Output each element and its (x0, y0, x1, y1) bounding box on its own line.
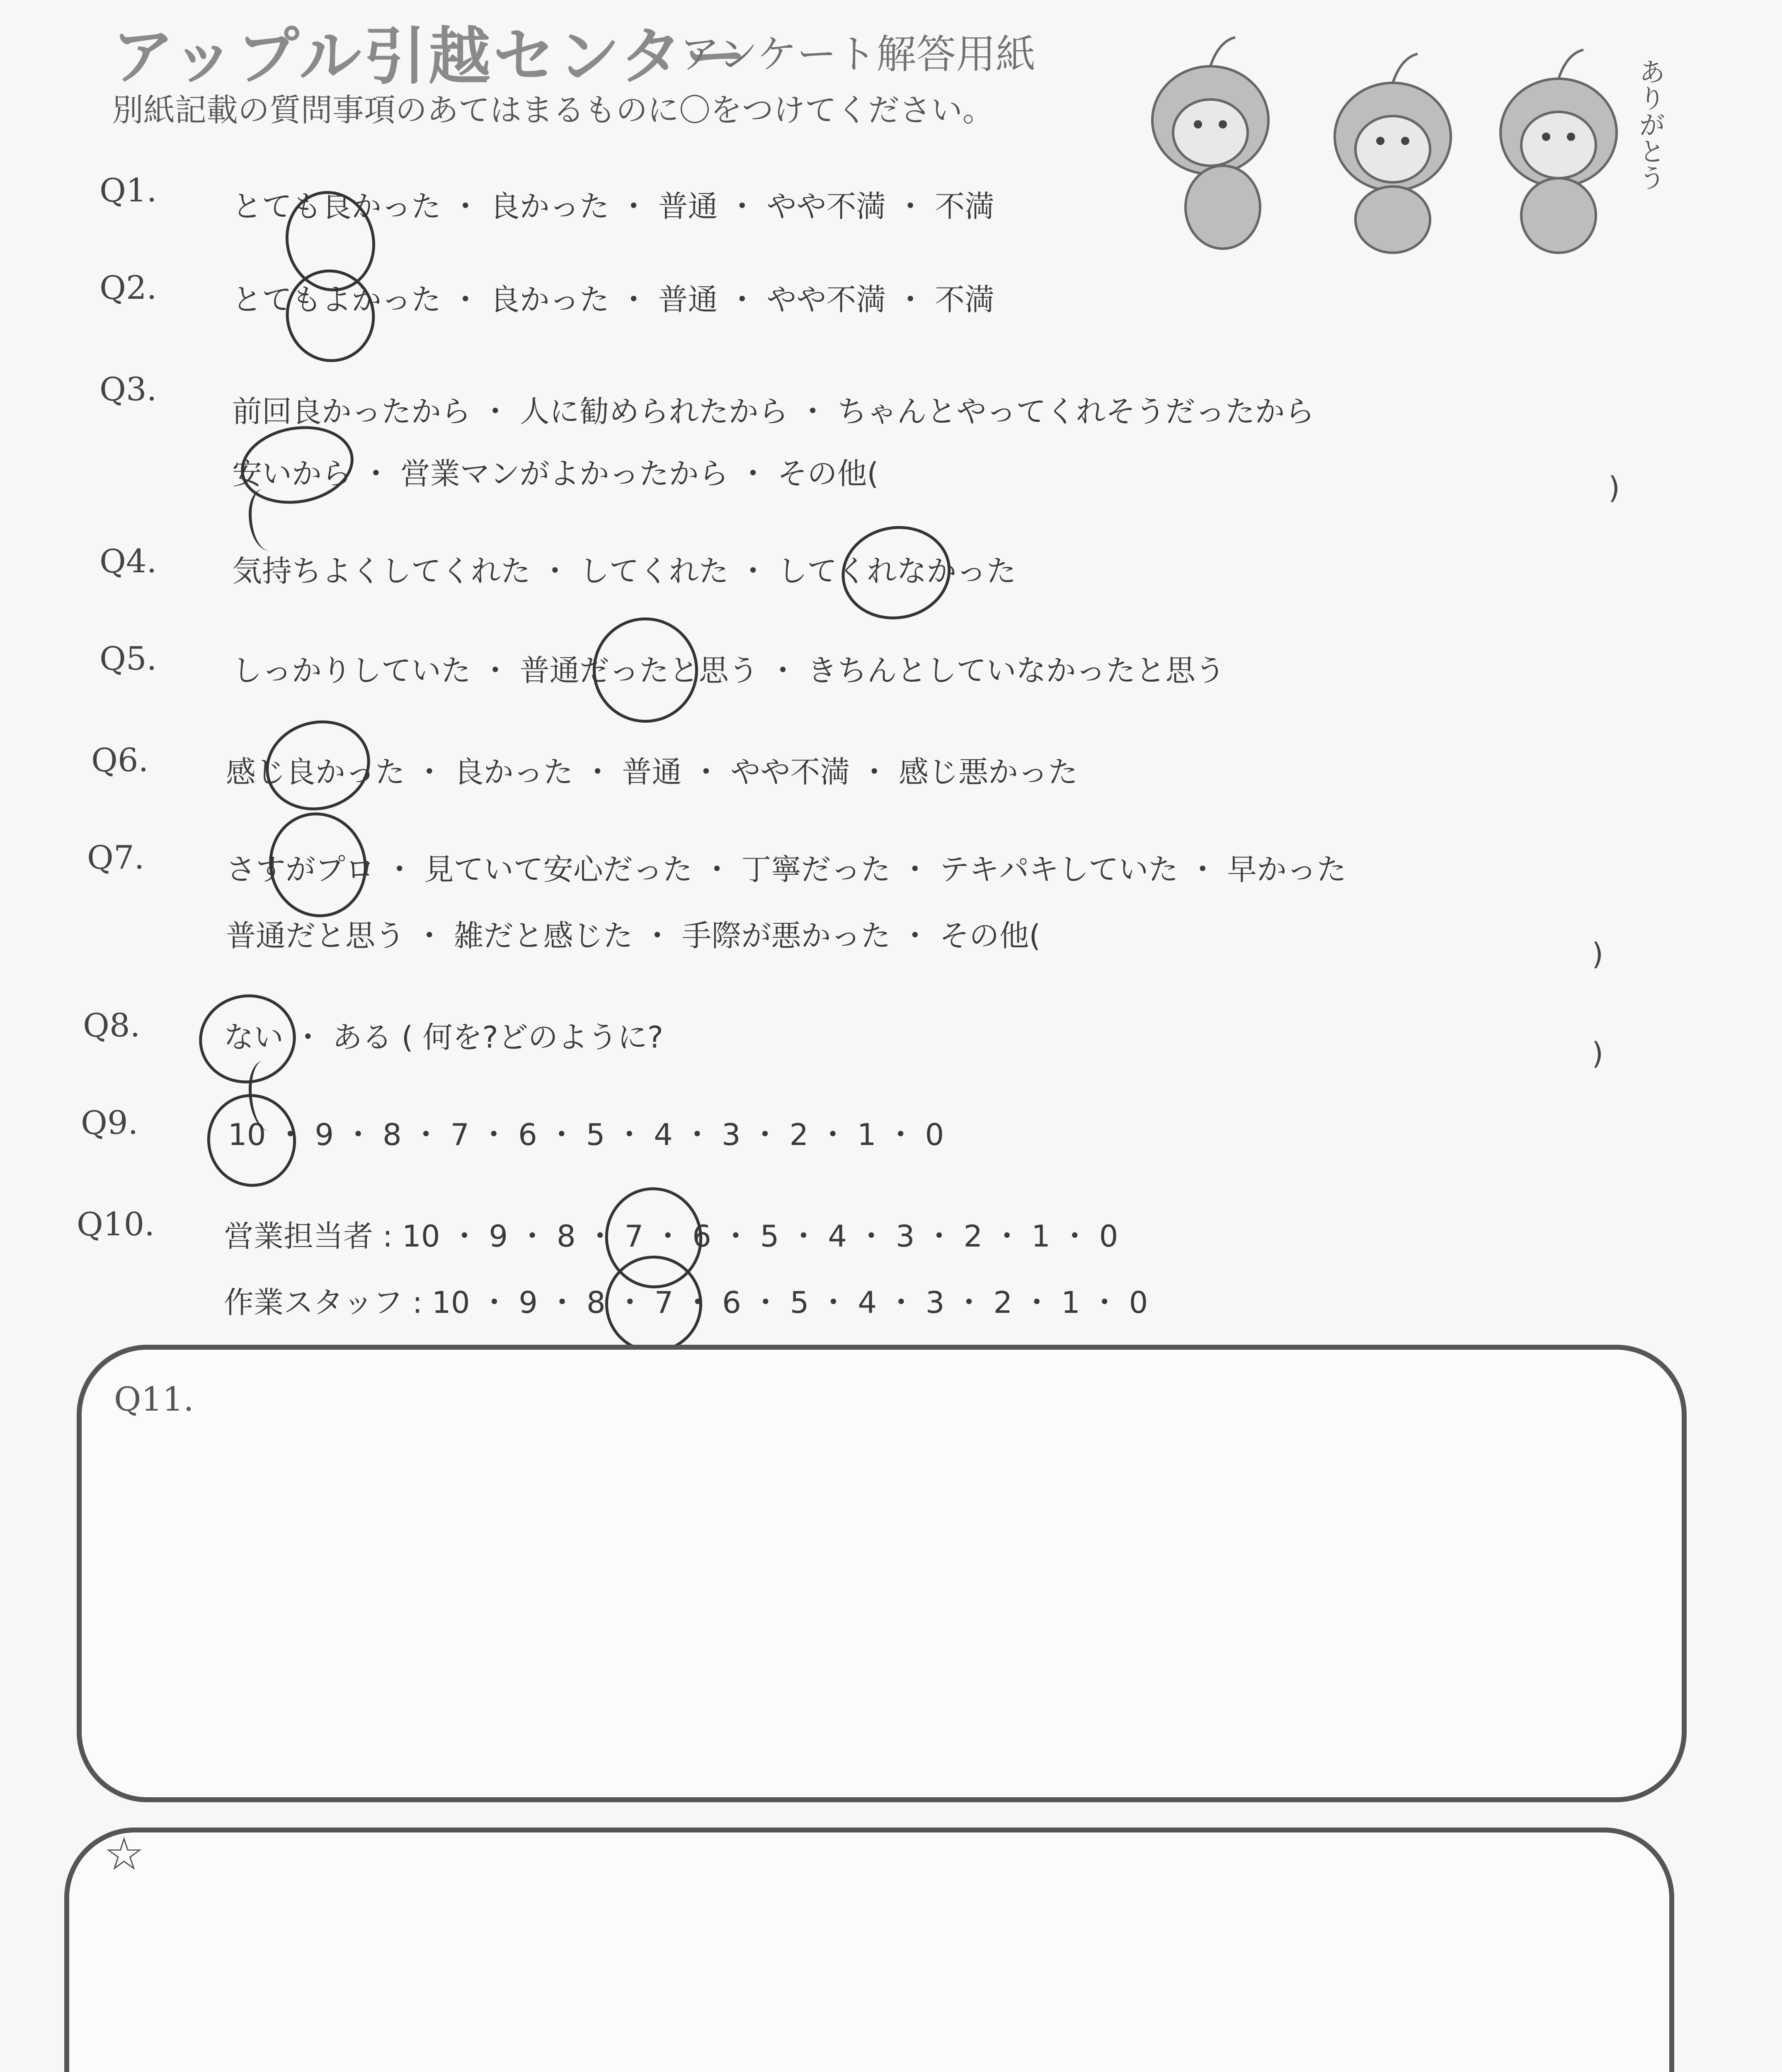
q5-options: しっかりしていた ・ 普通だったと思う ・ きちんとしていなかったと思う (232, 653, 1225, 688)
q2-label: Q2. (99, 269, 157, 307)
q4-label: Q4. (99, 543, 157, 580)
q3-answer-mark-tail (249, 489, 285, 551)
form-subtitle: アンケート解答用紙 (680, 31, 1036, 77)
q3-close-paren: ) (1608, 470, 1620, 505)
q6-answer-mark (256, 709, 381, 822)
q9-options: 10 ・ 9 ・ 8 ・ 7 ・ 6 ・ 5 ・ 4 ・ 3 ・ 2 ・ 1 ・ 0 (228, 1117, 944, 1152)
q10-sales-options: 営業担当者 : 10 ・ 9 ・ 8 ・ 7 ・ 6 ・ 5 ・ 4 ・ 3 ・ 2 ・ 1 ・ 0 (224, 1219, 1118, 1254)
q5-answer-mark (581, 605, 710, 734)
q7-options-line2: 普通だと思う ・ 雑だと感じた ・ 手際が悪かった ・ その他( (226, 918, 1041, 953)
q8-close-paren: ) (1592, 1036, 1604, 1071)
form-instruction: 別紙記載の質問事項のあてはまるものに〇をつけてください。 (112, 92, 994, 128)
mascot-illustration (1136, 25, 1683, 257)
q5-label: Q5. (99, 640, 157, 678)
svg-text:ありがとう: ありがとう (1634, 58, 1665, 191)
q2-options: とてもよかった ・ 良かった ・ 普通 ・ やや不満 ・ 不満 (232, 282, 995, 317)
q8-answer-mark (192, 987, 303, 1091)
q11-response-box[interactable] (77, 1345, 1687, 1802)
q4-options: 気持ちよくしてくれた ・ してくれた ・ してくれなかった (232, 554, 1016, 588)
q7-label: Q7. (87, 839, 145, 876)
q10-label: Q10. (77, 1206, 155, 1243)
star-comment-box[interactable] (64, 1828, 1674, 2072)
q1-label: Q1. (99, 172, 157, 209)
star-icon: ☆ (104, 1828, 145, 1881)
q9-answer-mark (200, 1087, 303, 1194)
q10-staff-options: 作業スタッフ : 10 ・ 9 ・ 8 ・ 7 ・ 6 ・ 5 ・ 4 ・ 3 ・ 2 ・ 1 ・ 0 (224, 1285, 1148, 1320)
q7-close-paren: ) (1592, 937, 1604, 971)
q8-options: ない ・ ある ( 何を?どのように? (224, 1020, 664, 1055)
q8-label: Q8. (83, 1007, 141, 1044)
q7-options-line1: さすがプロ ・ 見ていて安心だった ・ 丁寧だった ・ テキパキしていた ・ 早かった (226, 852, 1347, 887)
form-title: アップル引越センター (112, 21, 749, 93)
q3-options-line1: 前回良かったから ・ 人に勧められたから ・ ちゃんとやってくれそうだったから (232, 394, 1315, 429)
q6-options: 感じ良かった ・ 良かった ・ 普通 ・ やや不満 ・ 感じ悪かった (226, 755, 1078, 789)
q4-answer-mark (834, 518, 958, 628)
q3-label: Q3. (99, 371, 157, 408)
q6-label: Q6. (91, 742, 149, 779)
q3-options-line2: 安いから ・ 営業マンがよかったから ・ その他( (232, 456, 879, 491)
q9-label: Q9. (81, 1104, 138, 1142)
q7-answer-mark (257, 801, 378, 928)
q1-options: とても良かった ・ 良かった ・ 普通 ・ やや不満 ・ 不満 (232, 189, 995, 224)
q11-label: Q11. (114, 1380, 194, 1418)
